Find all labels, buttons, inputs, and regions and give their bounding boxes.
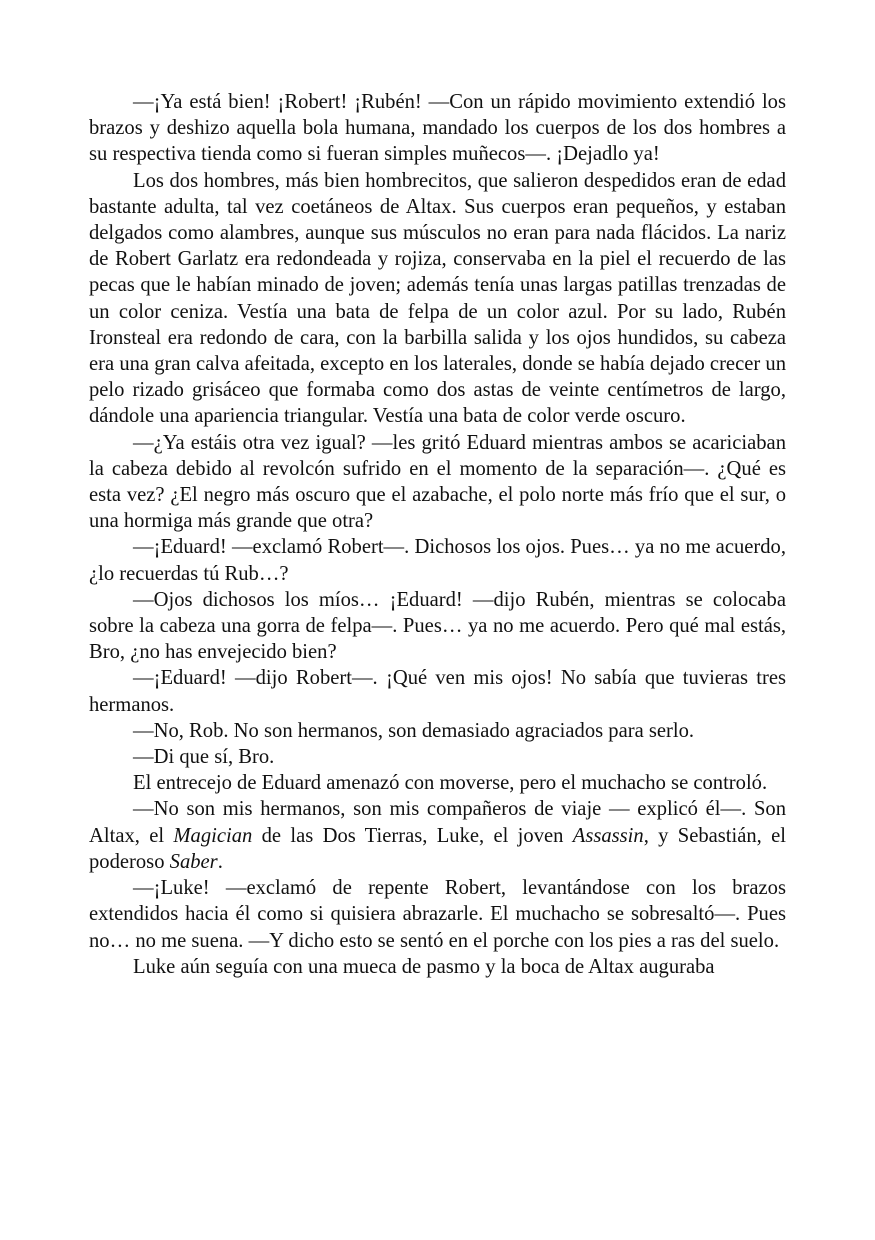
italic-term-magician: Magician xyxy=(173,824,253,847)
italic-term-saber: Saber xyxy=(169,850,218,873)
paragraph-text: —¡Ya está bien! ¡Robert! ¡Rubén! —Con un rápido movimiento extendió los brazos y deshizo aquella bola humana, mandado los cuerpos de los dos hombres a su respectiva tienda como si fueran simples muñecos—. ¡Dejadlo ya! xyxy=(89,91,786,166)
paragraph-text: Luke aún seguía con una mueca de pasmo y la boca de Altax auguraba xyxy=(133,955,715,978)
paragraph-text: El entrecejo de Eduard amenazó con moverse, pero el muchacho se controló. xyxy=(133,772,768,795)
paragraph-3 xyxy=(89,430,786,535)
paragraph-12 xyxy=(89,954,786,980)
book-page-body xyxy=(89,89,786,980)
paragraph-8 xyxy=(89,744,786,770)
paragraph-text: Los dos hombres, más bien hombrecitos, que salieron despedidos eran de edad bastante adulta, tal vez coetáneos de Altax. Sus cuerpos eran pequeños, y estaban delgados como alambres, aunque sus músculos no eran para nada flácidos. La nariz de Robert Garlatz era redondeada y rojiza, conservaba en la piel el recuerdo de las pecas que le habían minado de joven; además tenía unas largas patillas trenzadas de un color ceniza. Vestía una bata de felpa de un color azul. Por su lado, Rubén Ironsteal era redondo de cara, con la barbilla salida y los ojos hundidos, su cabeza era una gran calva afeitada, excepto en los laterales, donde se había dejado crecer un pelo rizado grisáceo que formaba como dos astas de veinte centímetros de largo, dándole una apariencia triangular. Vestía una bata de color verde oscuro. xyxy=(89,169,786,428)
paragraph-2 xyxy=(89,168,786,430)
italic-term-assassin: Assassin xyxy=(572,824,644,847)
paragraph-4 xyxy=(89,534,786,586)
paragraph-text: —¿Ya estáis otra vez igual? —les gritó Eduard mientras ambos se acariciaban la cabeza debido al revolcón sufrido en el momento de la separación—. ¿Qué es esta vez? ¿El negro más oscuro que el azabache, el polo norte más frío que el sur, o una hormiga más grande que otra? xyxy=(89,431,786,533)
paragraph-1 xyxy=(89,89,786,168)
paragraph-9 xyxy=(89,770,786,796)
paragraph-text: —¡Luke! —exclamó de repente Robert, levantándose con los brazos extendidos hacia él como si quisiera abrazarle. El muchacho se sobresaltó—. Pues no… no me suena. —Y dicho esto se sentó en el porche con los pies a ras del suelo. xyxy=(89,877,786,952)
paragraph-text: de las Dos Tierras, Luke, el joven xyxy=(252,824,573,847)
paragraph-text: —No, Rob. No son hermanos, son demasiado agraciados para serlo. xyxy=(133,719,695,742)
paragraph-text: —Di que sí, Bro. xyxy=(133,746,275,769)
paragraph-text: —¡Eduard! —dijo Robert—. ¡Qué ven mis ojos! No sabía que tuvieras tres hermanos. xyxy=(89,667,786,716)
paragraph-11 xyxy=(89,875,786,954)
paragraph-text: —No son mis hermanos, son mis compañeros de viaje — explicó él—. Son Altax, el xyxy=(89,798,786,847)
paragraph-text: , y Sebastián, el poderoso xyxy=(89,824,786,873)
paragraph-text: —Ojos dichosos los míos… ¡Eduard! —dijo Rubén, mientras se colocaba sobre la cabeza una gorra de felpa—. Pues… ya no me acuerdo. Pero qué mal estás, Bro, ¿no has envejecido bien? xyxy=(89,588,786,664)
paragraph-5 xyxy=(89,587,786,666)
paragraph-7 xyxy=(89,718,786,744)
paragraph-text: . xyxy=(217,850,223,873)
paragraph-6 xyxy=(89,665,786,717)
paragraph-text: —¡Eduard! —exclamó Robert—. Dichosos los ojos. Pues… ya no me acuerdo, ¿lo recuerdas tú Rub…? xyxy=(89,536,786,585)
paragraph-10 xyxy=(89,796,786,875)
